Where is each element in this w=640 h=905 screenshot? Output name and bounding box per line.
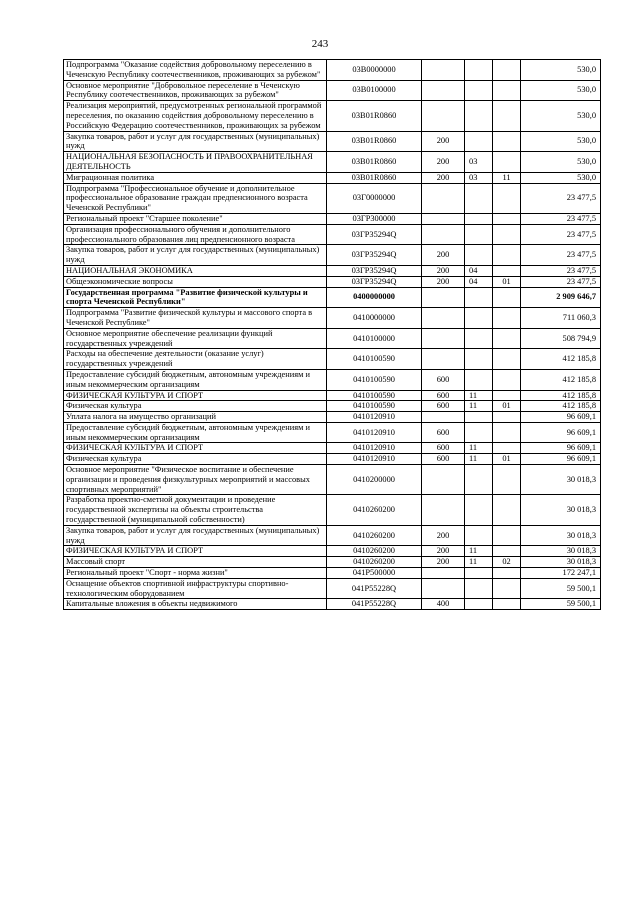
subsection-cell [493,568,521,579]
amount-cell: 59 500,1 [521,599,601,610]
expense-type-cell [422,349,465,370]
name-cell: Основное мероприятие "Физическое воспитание и обеспечение организации и проведения физкультурных мероприятий и массовых спортивных мероприятий" [64,465,327,495]
subsection-cell: 11 [493,172,521,183]
code-cell: 03ГP35294Q [327,245,422,266]
name-cell: ФИЗИЧЕСКАЯ КУЛЬТУРА И СПОРТ [64,390,327,401]
expense-type-cell: 600 [422,401,465,412]
subsection-cell: 02 [493,557,521,568]
expense-type-cell: 600 [422,443,465,454]
name-cell: Региональный проект "Старшее поколение" [64,213,327,224]
table-row [64,525,601,546]
amount-cell: 412 185,8 [521,390,601,401]
amount-cell: 530,0 [521,101,601,131]
code-cell: 0410100590 [327,401,422,412]
subsection-cell [493,328,521,349]
section-cell [465,465,493,495]
amount-cell: 711 060,3 [521,308,601,329]
subsection-cell [493,80,521,101]
code-cell: 0410120910 [327,412,422,423]
amount-cell: 96 609,1 [521,422,601,443]
code-cell: 03В01R0860 [327,172,422,183]
section-cell [465,525,493,546]
subsection-cell [493,465,521,495]
table-row [64,465,601,495]
section-cell [465,599,493,610]
subsection-cell: 01 [493,454,521,465]
expense-type-cell [422,213,465,224]
subsection-cell: 01 [493,401,521,412]
amount-cell: 30 018,3 [521,557,601,568]
expense-type-cell: 600 [422,422,465,443]
subsection-cell [493,390,521,401]
code-cell: 0410100000 [327,328,422,349]
amount-cell: 23 477,5 [521,245,601,266]
amount-cell: 23 477,5 [521,183,601,213]
table-row [64,152,601,173]
table-row [64,276,601,287]
expense-type-cell [422,308,465,329]
code-cell: 0400000000 [327,287,422,308]
amount-cell: 96 609,1 [521,454,601,465]
name-cell: Подпрограмма "Оказание содействия добровольному переселению в Чеченскую Республику соотечественников, проживающих за рубежом" [64,60,327,81]
code-cell: 0410100590 [327,349,422,370]
section-cell: 11 [465,390,493,401]
table-row [64,443,601,454]
section-cell [465,224,493,245]
expense-type-cell: 600 [422,369,465,390]
expense-type-cell [422,328,465,349]
name-cell: Предоставление субсидий бюджетным, автономным учреждениям и иным некоммерческим организациям [64,422,327,443]
section-cell [465,495,493,525]
table-row [64,401,601,412]
code-cell: 0410120910 [327,443,422,454]
table-row [64,172,601,183]
name-cell: Физическая культура [64,401,327,412]
expense-type-cell: 200 [422,172,465,183]
expense-type-cell [422,224,465,245]
name-cell: Разработка проектно-сметной документации и проведение государственной экспертизы на объекты строительства государственной (муниципальной собственности) [64,495,327,525]
expense-type-cell [422,465,465,495]
name-cell: Миграционная политика [64,172,327,183]
section-cell [465,183,493,213]
code-cell: 03ГP35294Q [327,265,422,276]
amount-cell: 96 609,1 [521,412,601,423]
amount-cell: 96 609,1 [521,443,601,454]
expense-type-cell [422,287,465,308]
section-cell [465,568,493,579]
subsection-cell [493,224,521,245]
section-cell [465,60,493,81]
name-cell: Организация профессионального обучения и дополнительного профессионального образования лиц предпенсионного возраста [64,224,327,245]
name-cell: Подпрограмма "Профессиональное обучение и дополнительное профессиональное образование граждан предпенсионного возраста Чеченской Республики" [64,183,327,213]
table-row [64,568,601,579]
table-row [64,287,601,308]
section-cell [465,412,493,423]
subsection-cell [493,578,521,599]
subsection-cell [493,287,521,308]
code-cell: 041P500000 [327,568,422,579]
expense-type-cell: 200 [422,245,465,266]
subsection-cell [493,152,521,173]
code-cell: 0410000000 [327,308,422,329]
expense-type-cell: 200 [422,525,465,546]
section-cell [465,369,493,390]
page-number: 243 [311,38,329,50]
amount-cell: 508 794,9 [521,328,601,349]
expense-type-cell [422,412,465,423]
amount-cell: 530,0 [521,131,601,152]
amount-cell: 2 909 646,7 [521,287,601,308]
table-row [64,599,601,610]
table-row [64,245,601,266]
amount-cell: 530,0 [521,172,601,183]
subsection-cell [493,213,521,224]
expense-type-cell: 600 [422,454,465,465]
expense-type-cell [422,101,465,131]
name-cell: Государственная программа "Развитие физической культуры и спорта Чеченской Республики" [64,287,327,308]
name-cell: Закупка товаров, работ и услуг для государственных (муниципальных) нужд [64,245,327,266]
section-cell: 11 [465,454,493,465]
amount-cell: 530,0 [521,152,601,173]
code-cell: 03В0100000 [327,80,422,101]
code-cell: 03Г0000000 [327,183,422,213]
expense-type-cell [422,495,465,525]
subsection-cell [493,369,521,390]
name-cell: НАЦИОНАЛЬНАЯ ЭКОНОМИКА [64,265,327,276]
table-row [64,131,601,152]
name-cell: Подпрограмма "Развитие физической культуры и массового спорта в Чеченской Республике" [64,308,327,329]
table-row [64,183,601,213]
section-cell [465,101,493,131]
subsection-cell [493,60,521,81]
code-cell: 03ГP35294Q [327,276,422,287]
table-row [64,265,601,276]
section-cell: 11 [465,557,493,568]
subsection-cell [493,443,521,454]
subsection-cell [493,265,521,276]
subsection-cell [493,546,521,557]
code-cell: 0410120910 [327,422,422,443]
amount-cell: 23 477,5 [521,213,601,224]
expense-type-cell [422,568,465,579]
section-cell [465,213,493,224]
name-cell: Региональный проект "Спорт - норма жизни" [64,568,327,579]
code-cell: 0410260200 [327,557,422,568]
subsection-cell [493,131,521,152]
table-row [64,557,601,568]
name-cell: Общеэкономические вопросы [64,276,327,287]
expense-type-cell [422,183,465,213]
section-cell [465,349,493,370]
table-row [64,213,601,224]
table-row [64,369,601,390]
name-cell: Расходы на обеспечение деятельности (оказание услуг) государственных учреждений [64,349,327,370]
subsection-cell [493,245,521,266]
section-cell [465,131,493,152]
name-cell: Закупка товаров, работ и услуг для государственных (муниципальных) нужд [64,131,327,152]
code-cell: 03В0000000 [327,60,422,81]
section-cell: 11 [465,546,493,557]
section-cell: 03 [465,172,493,183]
expense-type-cell: 200 [422,557,465,568]
name-cell: Закупка товаров, работ и услуг для государственных (муниципальных) нужд [64,525,327,546]
budget-table [63,59,601,610]
code-cell: 03В01R0860 [327,152,422,173]
subsection-cell [493,308,521,329]
code-cell: 0410260200 [327,546,422,557]
name-cell: Реализация мероприятий, предусмотренных региональной программой переселения, по оказанию содействия добровольному переселению в Российскую Федерацию соотечественников, проживающих за рубежом [64,101,327,131]
code-cell: 0410100590 [327,369,422,390]
budget-table-body [64,60,601,610]
table-row [64,390,601,401]
section-cell [465,578,493,599]
amount-cell: 530,0 [521,60,601,81]
subsection-cell [493,412,521,423]
name-cell: Основное мероприятие "Добровольное переселение в Чеченскую Республику соотечественников, проживающих за рубежом" [64,80,327,101]
code-cell: 0410200000 [327,465,422,495]
amount-cell: 412 185,8 [521,401,601,412]
section-cell: 04 [465,276,493,287]
table-row [64,495,601,525]
table-row [64,422,601,443]
section-cell [465,245,493,266]
section-cell [465,422,493,443]
subsection-cell [493,495,521,525]
amount-cell: 30 018,3 [521,495,601,525]
code-cell: 03ГP300000 [327,213,422,224]
name-cell: Капитальные вложения в объекты недвижимого [64,599,327,610]
section-cell: 04 [465,265,493,276]
subsection-cell [493,349,521,370]
code-cell: 03В01R0860 [327,131,422,152]
table-row [64,328,601,349]
name-cell: Оснащение объектов спортивной инфраструктуры спортивно-технологическим оборудованием [64,578,327,599]
name-cell: НАЦИОНАЛЬНАЯ БЕЗОПАСНОСТЬ И ПРАВООХРАНИТЕЛЬНАЯ ДЕЯТЕЛЬНОСТЬ [64,152,327,173]
name-cell: ФИЗИЧЕСКАЯ КУЛЬТУРА И СПОРТ [64,546,327,557]
expense-type-cell: 400 [422,599,465,610]
expense-type-cell [422,578,465,599]
subsection-cell [493,525,521,546]
amount-cell: 23 477,5 [521,265,601,276]
table-row [64,101,601,131]
code-cell: 041P55228Q [327,599,422,610]
code-cell: 0410260200 [327,525,422,546]
expense-type-cell [422,60,465,81]
code-cell: 041P55228Q [327,578,422,599]
table-row [64,349,601,370]
expense-type-cell: 200 [422,276,465,287]
name-cell: Основное мероприятие обеспечение реализации функций государственных учреждений [64,328,327,349]
expense-type-cell: 200 [422,546,465,557]
section-cell [465,80,493,101]
amount-cell: 412 185,8 [521,369,601,390]
amount-cell: 23 477,5 [521,224,601,245]
expense-type-cell: 600 [422,390,465,401]
name-cell: Предоставление субсидий бюджетным, автономным учреждениям и иным некоммерческим организациям [64,369,327,390]
subsection-cell [493,422,521,443]
code-cell: 0410100590 [327,390,422,401]
amount-cell: 530,0 [521,80,601,101]
code-cell: 0410260200 [327,495,422,525]
table-row [64,578,601,599]
section-cell [465,328,493,349]
table-row [64,224,601,245]
expense-type-cell: 200 [422,131,465,152]
amount-cell: 23 477,5 [521,276,601,287]
table-row [64,60,601,81]
table-row [64,308,601,329]
expense-type-cell: 200 [422,152,465,173]
code-cell: 0410120910 [327,454,422,465]
section-cell [465,287,493,308]
subsection-cell: 01 [493,276,521,287]
code-cell: 03В01R0860 [327,101,422,131]
section-cell: 03 [465,152,493,173]
name-cell: Уплата налога на имущество организаций [64,412,327,423]
amount-cell: 412 185,8 [521,349,601,370]
section-cell: 11 [465,401,493,412]
expense-type-cell [422,80,465,101]
table-row [64,454,601,465]
expense-type-cell: 200 [422,265,465,276]
name-cell: Массовый спорт [64,557,327,568]
subsection-cell [493,101,521,131]
name-cell: ФИЗИЧЕСКАЯ КУЛЬТУРА И СПОРТ [64,443,327,454]
amount-cell: 30 018,3 [521,465,601,495]
subsection-cell [493,599,521,610]
table-row [64,80,601,101]
section-cell [465,308,493,329]
table-row [64,546,601,557]
amount-cell: 30 018,3 [521,525,601,546]
name-cell: Физическая культура [64,454,327,465]
amount-cell: 172 247,1 [521,568,601,579]
amount-cell: 59 500,1 [521,578,601,599]
code-cell: 03ГP35294Q [327,224,422,245]
table-row [64,412,601,423]
section-cell: 11 [465,443,493,454]
subsection-cell [493,183,521,213]
amount-cell: 30 018,3 [521,546,601,557]
